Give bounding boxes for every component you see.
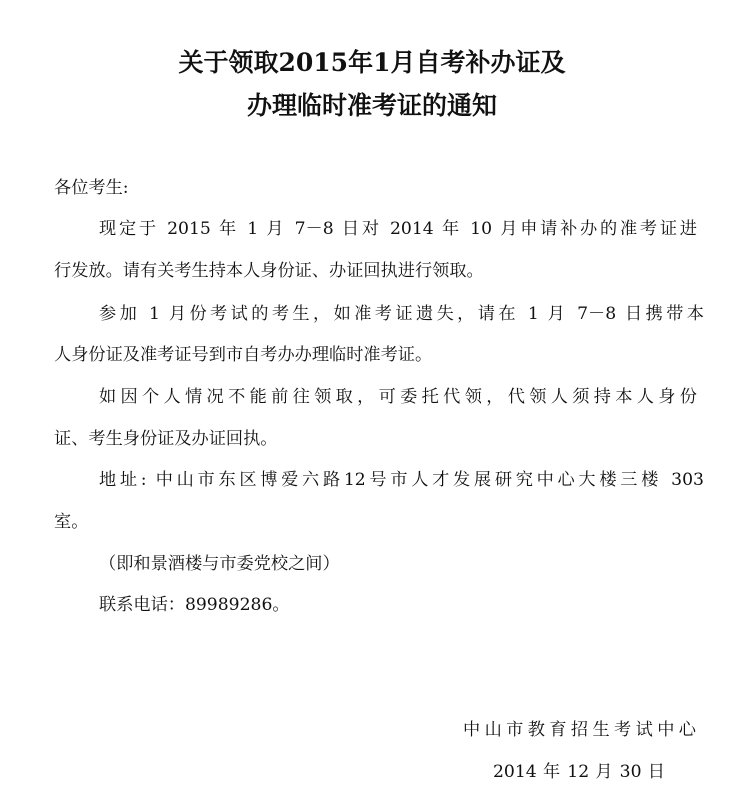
paragraph-2-line-1: 参加 1 月份考试的考生，如准考证遗失，请在 1 月 7－8 日携带本 [99, 304, 704, 324]
salutation: 各位考生: [54, 178, 129, 198]
issue-date: 2014 年 12 月 30 日 [493, 762, 665, 782]
paragraph-1-line-1: 现定于 2015 年 1 月 7－8 日对 2014 年 10 月申请补办的准考证进 [99, 219, 697, 239]
contact-phone: 联系电话：89989286。 [99, 595, 290, 615]
paragraph-3-line-1: 如因个人情况不能前往领取，可委托代领，代领人须持本人身份 [99, 387, 697, 407]
address-line-2: 室。 [54, 512, 89, 532]
notice-title-line-1: 关于领取2015年1月自考补办证及 [178, 48, 566, 77]
paragraph-1-line-2: 行发放。请有关考生持本人身份证、办证回执进行领取。 [54, 261, 484, 281]
location-note: （即和景酒楼与市委党校之间） [99, 554, 340, 574]
issuer-organization: 中山市教育招生考试中心 [463, 720, 696, 740]
paragraph-2-line-2: 人身份证及准考证号到市自考办办理临时准考证。 [54, 345, 433, 365]
notice-title-line-2: 办理临时准考证的通知 [246, 91, 497, 120]
address-line-1: 地址: 中山市东区博爱六路12号市人才发展研究中心大楼三楼 303 [99, 470, 704, 490]
paragraph-3-line-2: 证、考生身份证及办证回执。 [54, 429, 278, 449]
